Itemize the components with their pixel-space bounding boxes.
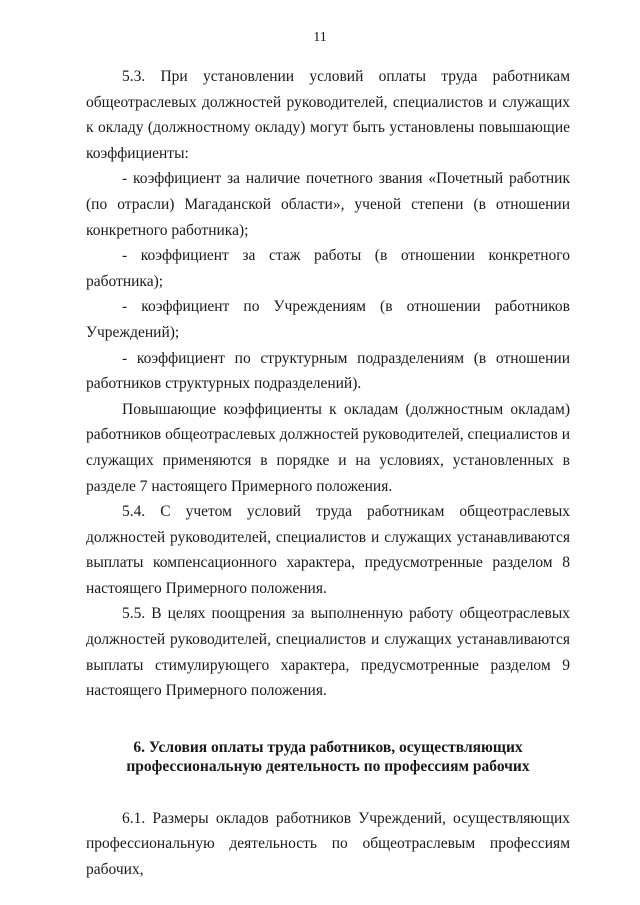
paragraph-5-5: 5.5. В целях поощрения за выполненную работу общеотраслевых должностей руководителей, специалистов и служащих устанавливаются выплаты стимулирующего характера, предусмотренные разделом 9 настоящего Примерного положения. [86,605,570,700]
list-item-division-coefficient: - коэффициент по структурным подразделениям (в отношении работников структурных подразделений). [86,349,570,393]
page-number: 11 [313,30,327,45]
list-item-institution-coefficient: - коэффициент по Учреждениям (в отношении работников Учреждений); [86,298,570,341]
section-heading-line-1: 6. Условия оплаты труда работников, осуществляющих [133,738,523,756]
section-heading-line-2: профессиональную деятельность по профессиям рабочих [126,757,530,775]
paragraph-coefficients-application: Повышающие коэффициенты к окладам (должностным окладам) работников общеотраслевых должностей руководителей, специалистов и служащих применяются в порядке и на условиях, установленных в разделе 7 настоящего Примерного положения. [86,400,570,495]
section-6-heading [86,738,570,776]
paragraph-6-1: 6.1. Размеры окладов работников Учреждений, осуществляющих профессиональную деятельность по общеотраслевым профессиям рабочих, [86,809,570,879]
paragraph-5-3: 5.3. При установлении условий оплаты труда работникам общеотраслевых должностей руководителей, специалистов и служащих к окладу (должностному окладу) могут быть установлены повышающие коэффициенты: [86,68,570,162]
page-body [86,64,570,883]
list-item-honorary-title-coefficient: - коэффициент за наличие почетного звания «Почетный работник (по отрасли) Магаданской области», ученой степени (в отношении конкретного работника); [86,170,570,239]
list-item-seniority-coefficient: - коэффициент за стаж работы (в отношении конкретного работника); [86,247,570,290]
paragraph-5-4: 5.4. С учетом условий труда работникам общеотраслевых должностей руководителей, специалистов и служащих устанавливаются выплаты компенсационного характера, предусмотренные разделом 8 настоящего Примерного положения. [86,503,570,597]
